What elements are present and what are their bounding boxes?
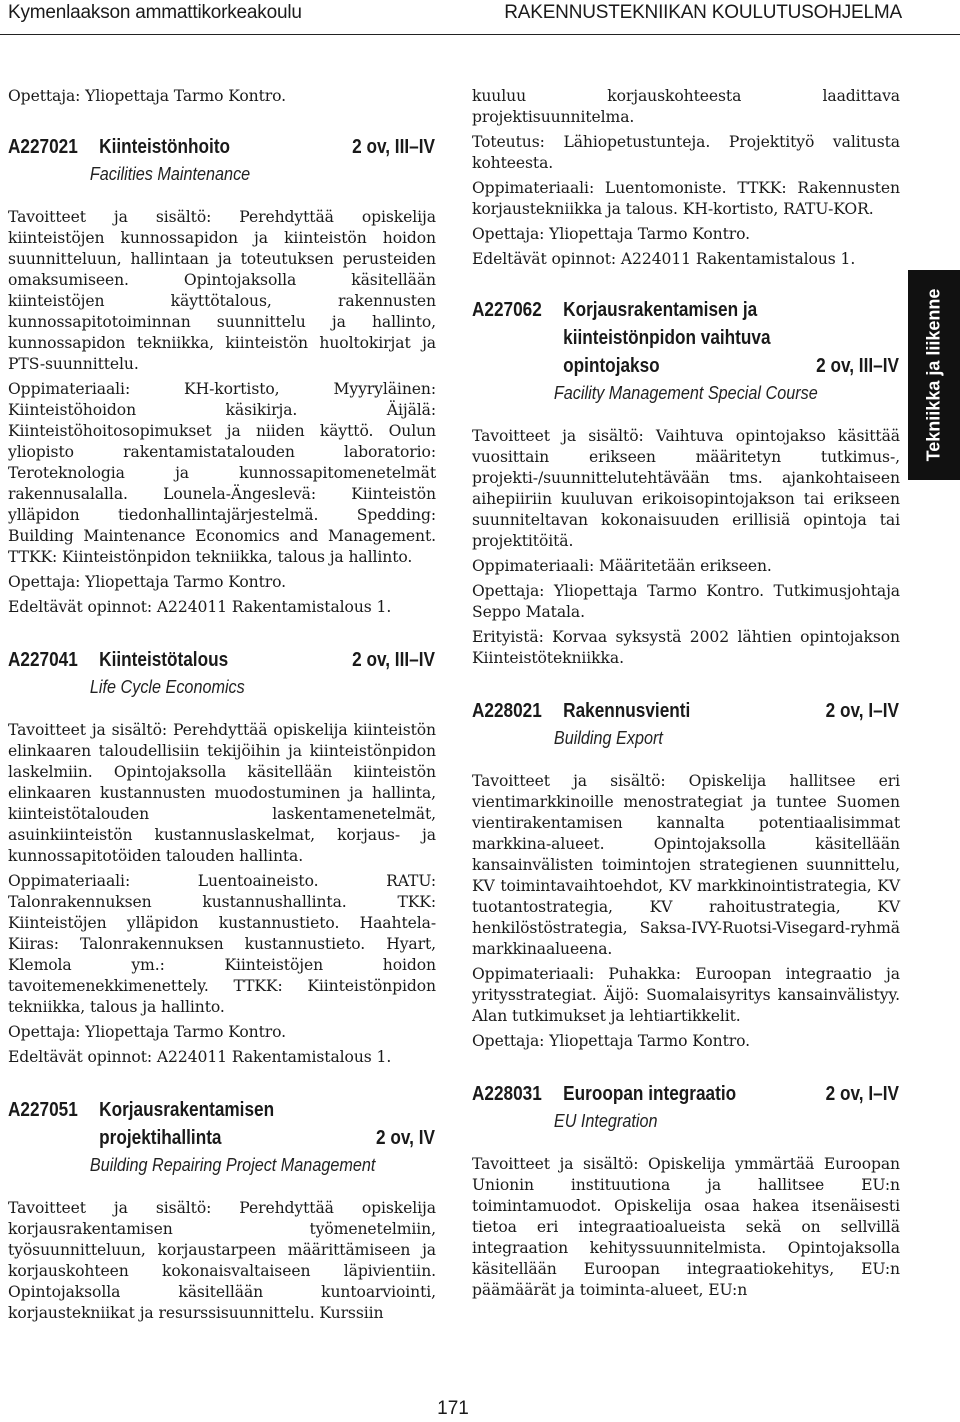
course-material: Oppimateriaali: Luentoaineisto. RATU: Talonrakennuksen kustannushallinta. TKK: Kiinteistöjen ylläpidon kustannustieto. Haahtela-Kiiras: Talonrakennuksen kustannustieto. Hyart, Klemola ym.: Kiinteistöjen hoidon tavoitemenekkimenettely. TTKK: Kiinteistönpidon tekniikka, talous ja hallinto.	[8, 872, 436, 1016]
course-prereq: Edeltävät opinnot: A224011 Rakentamistalous 1.	[8, 598, 392, 616]
course-heading	[472, 697, 899, 725]
program-name: RAKENNUSTEKNIIKAN KOULUTUSOHJELMA	[504, 2, 902, 23]
course-material: Oppimateriaali: Määritetään erikseen.	[472, 557, 772, 575]
course-subtitle: Facility Management Special Course	[553, 383, 818, 403]
course-code: A227062	[472, 299, 542, 321]
section-side-tab	[908, 270, 960, 480]
course-subtitle: Facilities Maintenance	[89, 164, 251, 184]
course-teacher: Opettaja: Yliopettaja Tarmo Kontro.	[472, 1032, 750, 1050]
continued-material: Oppimateriaali: Luentomoniste. TTKK: Rakennusten korjaustekniikka ja talous. KH-kortisto, RATU-KOR.	[472, 179, 900, 218]
course-heading-line2	[8, 1124, 435, 1152]
course-a227041	[8, 646, 436, 1068]
course-subtitle: Life Cycle Economics	[89, 677, 245, 697]
course-goals: Tavoitteet ja sisältö: Vaihtuva opintojakso käsittää vuosittain erikseen määritetyn tutkimus-, projekti-/suunnittelutehtävään tms. ajankohtaiseen aihepiiriin kuuluvan erikoisopintojakson tai erikseen suunniteltavan kokonaisuuden erillisiä opintoja tai projektitöitä.	[472, 427, 900, 550]
course-goals: Tavoitteet ja sisältö: Opiskelija ymmärtää Euroopan Unionin instituutiona ja hallitsee EU:n toimintamuodot. Opiskelija osaa hakea itsenäisesti tietoa eri integraatioalueista sekä on sellvillä integraation kehityssuunnitelmista. Opintojaksolla käsitellään Euroopan integraatiokehitys, EU:n päämäärät ja toiminta-alueet, EU:n	[472, 1155, 900, 1299]
course-heading	[8, 1096, 435, 1124]
course-heading	[8, 646, 435, 674]
course-credits: 2 ov, I–IV	[825, 700, 899, 722]
left-column	[8, 86, 436, 1328]
course-special: Erityistä: Korvaa syksystä 2002 lähtien opintojakson Kiinteistötekniikka.	[472, 628, 900, 667]
course-subtitle: Building Export	[553, 728, 663, 748]
course-a227051	[8, 1096, 436, 1324]
course-credits: 2 ov, IV	[376, 1127, 435, 1149]
course-code: A227021	[8, 136, 78, 158]
continued-implementation: Toteutus: Lähiopetustunteja. Projektityö valitusta kohteesta.	[472, 133, 900, 172]
course-heading	[472, 296, 899, 324]
intro-teacher: Opettaja: Yliopettaja Tarmo Kontro.	[8, 87, 286, 105]
course-code: A228031	[472, 1083, 542, 1105]
continued-text: kuuluu korjauskohteesta laadittava projektisuunnitelma.	[472, 87, 900, 126]
course-name-line2: kiinteistönpidon vaihtuva	[563, 327, 771, 349]
course-a228021	[472, 697, 900, 1052]
course-credits: 2 ov, III–IV	[352, 136, 435, 158]
page-header	[0, 0, 960, 35]
course-name: Kiinteistötalous	[99, 649, 229, 671]
course-material: Oppimateriaali: KH-kortisto, Myyryläinen: Kiinteistöhoidon käsikirja. Äijälä: Kiinteistöhoitosopimukset ja niiden käyttö. Oulun yliopisto rakentamistatalouden laboratorio: Teroteknologia ja kunnossapitomenetelmät rakennusalalla. Lounela-Ängeslevä: Kiinteistön ylläpidon tiedonhallintajärjestelmä. Spedding: Building Maintenance Economics and Management. TTKK: Kiinteistönpidon tekniikka, talous ja hallinto.	[8, 380, 436, 566]
course-a227062	[472, 296, 900, 669]
course-name-line2: projektihallinta	[99, 1127, 222, 1149]
continued-teacher: Opettaja: Yliopettaja Tarmo Kontro.	[472, 225, 750, 243]
course-code: A228021	[472, 700, 542, 722]
course-a227021	[8, 133, 436, 618]
course-code: A227051	[8, 1099, 78, 1121]
course-goals: Tavoitteet ja sisältö: Perehdyttää opiskelija kiinteistöjen kunnossapidon ja kiinteistön hoidon suunnitteluun, hallintaan ja toteutuksen perusteiden omaksumiseen. Opintojaksolla käsitellään kiinteistöjen käyttötalous, rakennusten kunnossapitotoiminnan suunnittelu ja hallinto, kunnossapidon tekniikka, kiinteistön huoltokirjat ja PTS-suunnittelu.	[8, 208, 436, 373]
course-goals: Tavoitteet ja sisältö: Opiskelija hallitsee eri vientimarkkinoille menostrategiat ja tuntee Suomen vientirakentamisen kannalta potentiaalisimmat markkina-alueet. Opintojaksolla käsitellään kansainvälisten toimintojen strategienen suunnittelu, KV toimintavaihtoehdot, KV markkinointistrategia, KV tuotantostrategia, KV rahoitustrategia, KV henkilöstöstrategia, Saksa-IVY-Ruotsi-Visegard-ryhmä markkinaalueena.	[472, 772, 900, 958]
course-name: Korjausrakentamisen ja	[563, 299, 758, 321]
course-teacher: Opettaja: Yliopettaja Tarmo Kontro.	[8, 1023, 286, 1041]
course-credits: 2 ov, III–IV	[816, 355, 899, 377]
course-teacher: Opettaja: Yliopettaja Tarmo Kontro. Tutkimusjohtaja Seppo Matala.	[472, 582, 900, 621]
course-heading-line2	[472, 324, 899, 352]
course-goals: Tavoitteet ja sisältö: Perehdyttää opiskelija korjausrakentamisen työmenetelmiin, työsuunnitteluun, korjaustarpeen määrittämiseen ja korjauskohteen kokonaisvaltaiseen läpivientiin. Opintojaksolla käsitellään kuntoarviointi, korjaustekniikat ja resurssisuunnittelu. Kurssiin	[8, 1199, 436, 1322]
course-heading	[8, 133, 435, 161]
course-prereq: Edeltävät opinnot: A224011 Rakentamistalous 1.	[8, 1048, 392, 1066]
course-subtitle: EU Integration	[553, 1111, 658, 1131]
right-column	[472, 86, 900, 1305]
course-credits: 2 ov, I–IV	[825, 1083, 899, 1105]
course-heading	[472, 1080, 899, 1108]
course-material: Oppimateriaali: Puhakka: Euroopan integraatio ja yritysstrategiat. Äijö: Suomalaisyritys kansainvälistyy. Alan tutkimukset ja lehtiartikkelit.	[472, 965, 900, 1025]
course-name: Rakennusvienti	[563, 700, 691, 722]
continued-prereq: Edeltävät opinnot: A224011 Rakentamistalous 1.	[472, 250, 856, 268]
course-credits: 2 ov, III–IV	[352, 649, 435, 671]
course-subtitle: Building Repairing Project Management	[89, 1155, 376, 1175]
page-number: 171	[437, 1398, 469, 1419]
course-name: Korjausrakentamisen	[99, 1099, 275, 1121]
side-tab-label: Tekniikka ja liikenne	[923, 288, 944, 462]
institution-name: Kymenlaakson ammattikorkeakoulu	[8, 2, 302, 23]
course-name-line3: opintojakso	[563, 355, 660, 377]
course-goals: Tavoitteet ja sisältö: Perehdyttää opiskelija kiinteistön elinkaaren taloudellisiin tekijöihin ja kiinteistönpidon laskelmiin. Opintojaksolla käsitellään kiinteistön elinkaaren kustannusten muodostuminen ja hallinta, kiinteistötalouden laskentamenetelmät, asuinkiinteistön kustannuslaskelmat, korjaus- ja kunnossapitotöiden talouden hallinta.	[8, 721, 436, 865]
course-code: A227041	[8, 649, 78, 671]
course-name: Euroopan integraatio	[563, 1083, 737, 1105]
course-a228031	[472, 1080, 900, 1301]
course-heading-line3	[472, 352, 899, 380]
course-name: Kiinteistönhoito	[99, 136, 231, 158]
course-teacher: Opettaja: Yliopettaja Tarmo Kontro.	[8, 573, 286, 591]
